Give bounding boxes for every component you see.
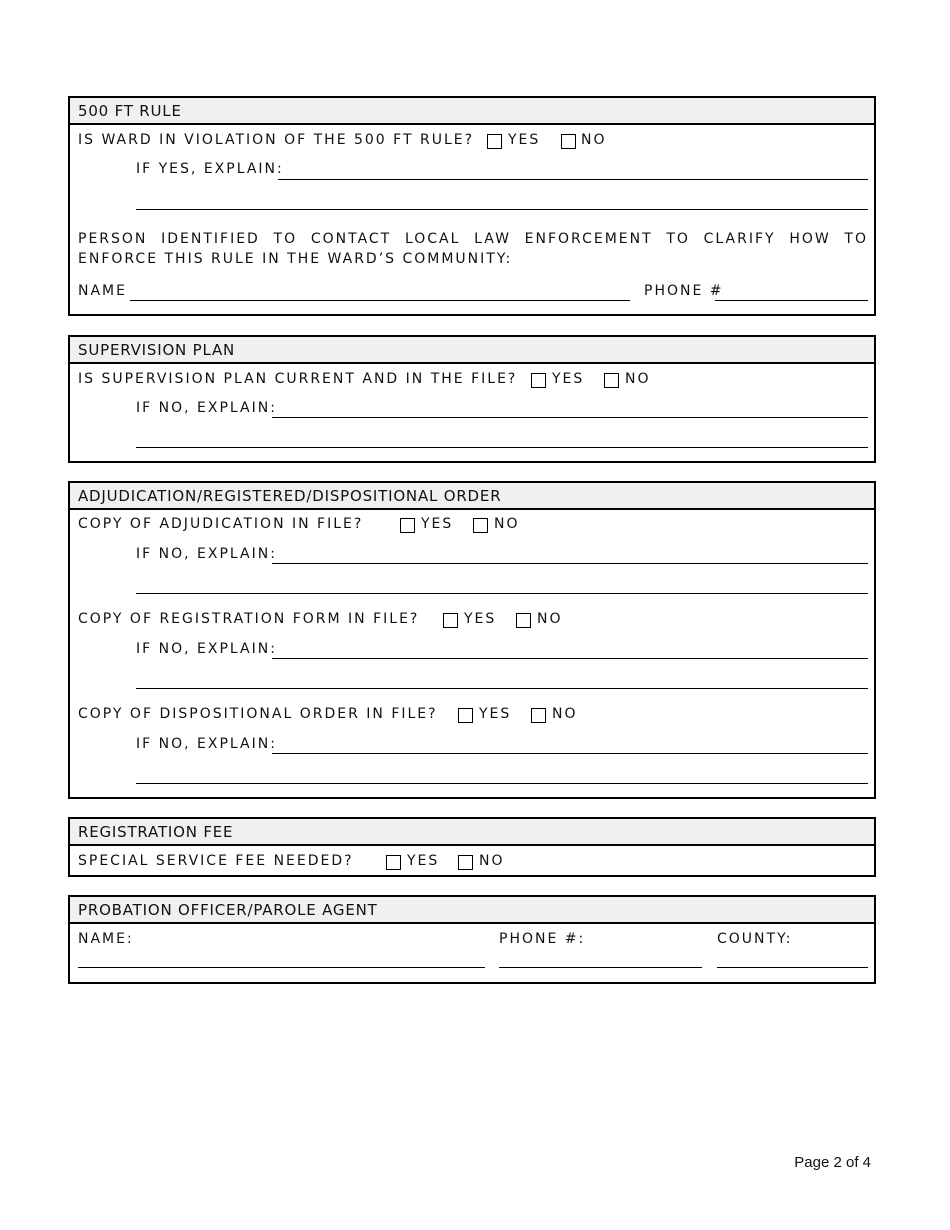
violation-explain-label: IF YES, EXPLAIN: <box>136 161 284 177</box>
section-adjudication <box>68 481 876 799</box>
adjudication-yes-label: YES <box>421 516 454 532</box>
officer-phone-label: PHONE #: <box>499 931 586 947</box>
supervision-explain-label: IF NO, EXPLAIN: <box>136 400 277 416</box>
dispositional-order-yes-label: YES <box>479 706 512 722</box>
dispositional-order-explain-line-2[interactable] <box>136 783 868 784</box>
officer-name-label: NAME: <box>78 931 134 947</box>
violation-explain-line-1[interactable] <box>278 179 868 180</box>
adjudication-question: COPY OF ADJUDICATION IN FILE? <box>78 516 364 532</box>
section-registration-fee <box>68 817 876 877</box>
contact-phone-label: PHONE # <box>644 283 724 299</box>
section-probation-officer <box>68 895 876 984</box>
registration-form-explain-line-1[interactable] <box>272 658 868 659</box>
adjudication-explain-label: IF NO, EXPLAIN: <box>136 546 277 562</box>
violation-question: IS WARD IN VIOLATION OF THE 500 FT RULE? <box>78 132 475 148</box>
supervision-explain-line-1[interactable] <box>272 417 868 418</box>
fee-question: SPECIAL SERVICE FEE NEEDED? <box>78 853 354 869</box>
registration-form-explain-line-2[interactable] <box>136 688 868 689</box>
violation-no-checkbox[interactable] <box>561 134 576 149</box>
fee-yes-label: YES <box>407 853 440 869</box>
officer-phone-line[interactable] <box>499 967 702 968</box>
page-number: Page 2 of 4 <box>794 1154 871 1171</box>
adjudication-explain-line-2[interactable] <box>136 593 868 594</box>
registration-form-yes-checkbox[interactable] <box>443 613 458 628</box>
contact-phone-line[interactable] <box>715 300 868 301</box>
officer-name-line[interactable] <box>78 967 485 968</box>
dispositional-order-explain-label: IF NO, EXPLAIN: <box>136 736 277 752</box>
dispositional-order-no-label: NO <box>552 706 578 722</box>
registration-form-explain-label: IF NO, EXPLAIN: <box>136 641 277 657</box>
section-500ft-rule <box>68 96 876 316</box>
contact-person-text: PERSON IDENTIFIED TO CONTACT LOCAL LAW ENFORCEMENT TO CLARIFY HOW TO ENFORCE THIS RULE IN THE WARD’S COMMUNITY: <box>78 231 868 267</box>
section-title: 500 FT RULE <box>70 98 874 125</box>
supervision-yes-checkbox[interactable] <box>531 373 546 388</box>
section-title: REGISTRATION FEE <box>70 819 874 846</box>
registration-form-yes-label: YES <box>464 611 497 627</box>
violation-no-label: NO <box>581 132 607 148</box>
adjudication-no-label: NO <box>494 516 520 532</box>
officer-county-label: COUNTY: <box>717 931 793 947</box>
supervision-no-label: NO <box>625 371 651 387</box>
fee-no-checkbox[interactable] <box>458 855 473 870</box>
registration-form-no-checkbox[interactable] <box>516 613 531 628</box>
section-title: ADJUDICATION/REGISTERED/DISPOSITIONAL ORDER <box>70 483 874 510</box>
fee-no-label: NO <box>479 853 505 869</box>
section-title: PROBATION OFFICER/PAROLE AGENT <box>70 897 874 924</box>
officer-county-line[interactable] <box>717 967 868 968</box>
adjudication-no-checkbox[interactable] <box>473 518 488 533</box>
supervision-explain-line-2[interactable] <box>136 447 868 448</box>
registration-form-question: COPY OF REGISTRATION FORM IN FILE? <box>78 611 420 627</box>
section-title: SUPERVISION PLAN <box>70 337 874 364</box>
dispositional-order-yes-checkbox[interactable] <box>458 708 473 723</box>
section-supervision-plan <box>68 335 876 463</box>
violation-yes-label: YES <box>508 132 541 148</box>
dispositional-order-question: COPY OF DISPOSITIONAL ORDER IN FILE? <box>78 706 438 722</box>
adjudication-yes-checkbox[interactable] <box>400 518 415 533</box>
dispositional-order-explain-line-1[interactable] <box>272 753 868 754</box>
dispositional-order-no-checkbox[interactable] <box>531 708 546 723</box>
supervision-question: IS SUPERVISION PLAN CURRENT AND IN THE FILE? <box>78 371 518 387</box>
contact-name-label: NAME <box>78 283 127 299</box>
supervision-yes-label: YES <box>552 371 585 387</box>
registration-form-no-label: NO <box>537 611 563 627</box>
supervision-no-checkbox[interactable] <box>604 373 619 388</box>
violation-yes-checkbox[interactable] <box>487 134 502 149</box>
violation-explain-line-2[interactable] <box>136 209 868 210</box>
contact-name-line[interactable] <box>130 300 630 301</box>
adjudication-explain-line-1[interactable] <box>272 563 868 564</box>
fee-yes-checkbox[interactable] <box>386 855 401 870</box>
